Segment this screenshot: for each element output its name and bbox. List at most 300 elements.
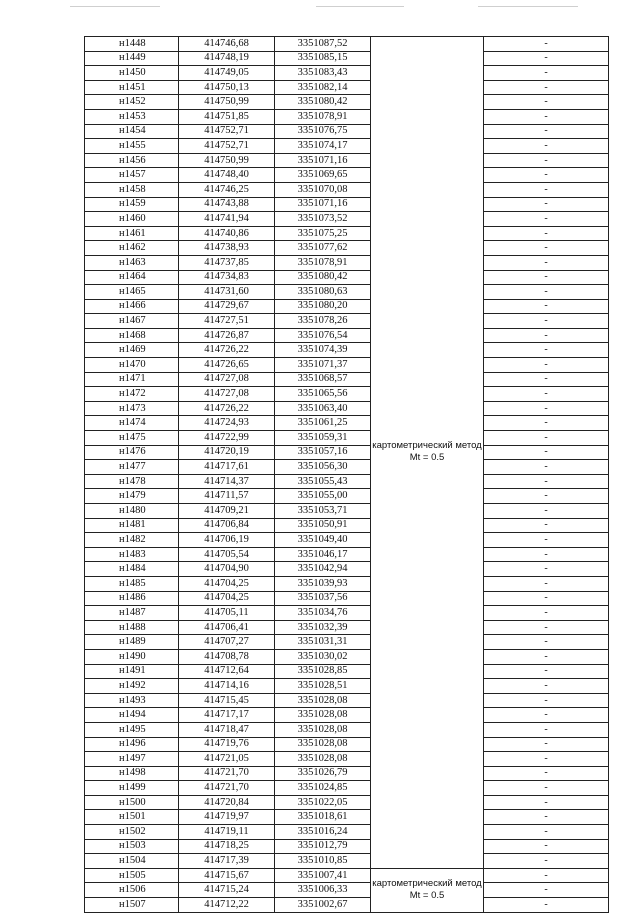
note-cell: - [484, 285, 609, 300]
table-row [85, 139, 609, 154]
note-cell: - [484, 109, 609, 124]
y-coordinate-cell: 3351049,40 [275, 533, 371, 548]
x-coordinate-cell: 414719,97 [179, 810, 275, 825]
point-id-cell: н1493 [85, 693, 179, 708]
note-cell: - [484, 649, 609, 664]
table-row [85, 854, 609, 869]
point-id-cell: н1482 [85, 533, 179, 548]
point-id-cell: н1466 [85, 299, 179, 314]
table-row [85, 358, 609, 373]
x-coordinate-cell: 414727,08 [179, 387, 275, 402]
y-coordinate-cell: 3351069,65 [275, 168, 371, 183]
point-id-cell: н1499 [85, 781, 179, 796]
table-row [85, 810, 609, 825]
note-cell: - [484, 372, 609, 387]
note-cell: - [484, 255, 609, 270]
note-cell: - [484, 212, 609, 227]
x-coordinate-cell: 414734,83 [179, 270, 275, 285]
point-id-cell: н1489 [85, 635, 179, 650]
table-row [85, 445, 609, 460]
x-coordinate-cell: 414708,78 [179, 649, 275, 664]
table-row [85, 504, 609, 519]
x-coordinate-cell: 414704,25 [179, 591, 275, 606]
note-cell: - [484, 416, 609, 431]
point-id-cell: н1465 [85, 285, 179, 300]
x-coordinate-cell: 414752,71 [179, 139, 275, 154]
x-coordinate-cell: 414741,94 [179, 212, 275, 227]
note-cell: - [484, 591, 609, 606]
table-row [85, 212, 609, 227]
x-coordinate-cell: 414719,11 [179, 825, 275, 840]
scan-artifact [316, 6, 404, 7]
point-id-cell: н1449 [85, 51, 179, 66]
coordinates-table [84, 36, 609, 913]
point-id-cell: н1457 [85, 168, 179, 183]
note-cell: - [484, 66, 609, 81]
y-coordinate-cell: 3351085,15 [275, 51, 371, 66]
note-cell: - [484, 562, 609, 577]
x-coordinate-cell: 414720,84 [179, 795, 275, 810]
point-id-cell: н1459 [85, 197, 179, 212]
table-row [85, 168, 609, 183]
table-row [85, 387, 609, 402]
point-id-cell: н1487 [85, 606, 179, 621]
y-coordinate-cell: 3351057,16 [275, 445, 371, 460]
table-row [85, 299, 609, 314]
point-id-cell: н1472 [85, 387, 179, 402]
point-id-cell: н1483 [85, 547, 179, 562]
x-coordinate-cell: 414721,70 [179, 781, 275, 796]
note-cell: - [484, 168, 609, 183]
table-row [85, 124, 609, 139]
table-row [85, 562, 609, 577]
y-coordinate-cell: 3351071,37 [275, 358, 371, 373]
y-coordinate-cell: 3351083,43 [275, 66, 371, 81]
point-id-cell: н1481 [85, 518, 179, 533]
x-coordinate-cell: 414706,19 [179, 533, 275, 548]
note-cell: - [484, 358, 609, 373]
point-id-cell: н1462 [85, 241, 179, 256]
y-coordinate-cell: 3351078,91 [275, 255, 371, 270]
point-id-cell: н1490 [85, 649, 179, 664]
x-coordinate-cell: 414719,76 [179, 737, 275, 752]
note-cell: - [484, 635, 609, 650]
x-coordinate-cell: 414750,13 [179, 80, 275, 95]
table-row [85, 372, 609, 387]
point-id-cell: н1453 [85, 109, 179, 124]
y-coordinate-cell: 3351030,02 [275, 649, 371, 664]
x-coordinate-cell: 414721,05 [179, 752, 275, 767]
note-cell: - [484, 795, 609, 810]
table-row [85, 285, 609, 300]
y-coordinate-cell: 3351028,08 [275, 737, 371, 752]
table-row [85, 708, 609, 723]
y-coordinate-cell: 3351028,08 [275, 708, 371, 723]
table-row [85, 781, 609, 796]
note-cell: - [484, 226, 609, 241]
y-coordinate-cell: 3351007,41 [275, 868, 371, 883]
x-coordinate-cell: 414726,22 [179, 343, 275, 358]
point-id-cell: н1450 [85, 66, 179, 81]
table-row [85, 547, 609, 562]
point-id-cell: н1497 [85, 752, 179, 767]
note-cell: - [484, 504, 609, 519]
y-coordinate-cell: 3351063,40 [275, 401, 371, 416]
x-coordinate-cell: 414727,51 [179, 314, 275, 329]
note-cell: - [484, 752, 609, 767]
x-coordinate-cell: 414729,67 [179, 299, 275, 314]
table-row [85, 197, 609, 212]
note-cell: - [484, 445, 609, 460]
x-coordinate-cell: 414717,39 [179, 854, 275, 869]
x-coordinate-cell: 414751,85 [179, 109, 275, 124]
y-coordinate-cell: 3351073,52 [275, 212, 371, 227]
point-id-cell: н1494 [85, 708, 179, 723]
point-id-cell: н1502 [85, 825, 179, 840]
table-row [85, 474, 609, 489]
point-id-cell: н1448 [85, 37, 179, 52]
x-coordinate-cell: 414717,17 [179, 708, 275, 723]
x-coordinate-cell: 414750,99 [179, 153, 275, 168]
table-row [85, 795, 609, 810]
point-id-cell: н1461 [85, 226, 179, 241]
y-coordinate-cell: 3351031,31 [275, 635, 371, 650]
y-coordinate-cell: 3351002,67 [275, 898, 371, 913]
note-cell: - [484, 37, 609, 52]
table-row [85, 576, 609, 591]
y-coordinate-cell: 3351080,42 [275, 95, 371, 110]
y-coordinate-cell: 3351077,62 [275, 241, 371, 256]
point-id-cell: н1498 [85, 766, 179, 781]
point-id-cell: н1473 [85, 401, 179, 416]
note-cell: - [484, 182, 609, 197]
x-coordinate-cell: 414738,93 [179, 241, 275, 256]
x-coordinate-cell: 414705,54 [179, 547, 275, 562]
point-id-cell: н1451 [85, 80, 179, 95]
table-row [85, 343, 609, 358]
table-row [85, 95, 609, 110]
note-cell: - [484, 620, 609, 635]
table-row [85, 679, 609, 694]
x-coordinate-cell: 414748,40 [179, 168, 275, 183]
point-id-cell: н1484 [85, 562, 179, 577]
y-coordinate-cell: 3351028,08 [275, 722, 371, 737]
x-coordinate-cell: 414752,71 [179, 124, 275, 139]
table-row [85, 401, 609, 416]
table-row [85, 533, 609, 548]
y-coordinate-cell: 3351034,76 [275, 606, 371, 621]
note-cell: - [484, 328, 609, 343]
table-row [85, 80, 609, 95]
point-id-cell: н1463 [85, 255, 179, 270]
y-coordinate-cell: 3351028,51 [275, 679, 371, 694]
x-coordinate-cell: 414715,45 [179, 693, 275, 708]
x-coordinate-cell: 414746,68 [179, 37, 275, 52]
table-row [85, 270, 609, 285]
table-row [85, 489, 609, 504]
y-coordinate-cell: 3351071,16 [275, 153, 371, 168]
note-cell: - [484, 51, 609, 66]
point-id-cell: н1456 [85, 153, 179, 168]
y-coordinate-cell: 3351022,05 [275, 795, 371, 810]
x-coordinate-cell: 414704,25 [179, 576, 275, 591]
table-row [85, 182, 609, 197]
table-row [85, 766, 609, 781]
note-cell: - [484, 766, 609, 781]
table-row [85, 66, 609, 81]
point-id-cell: н1479 [85, 489, 179, 504]
x-coordinate-cell: 414726,22 [179, 401, 275, 416]
y-coordinate-cell: 3351080,63 [275, 285, 371, 300]
table-row [85, 635, 609, 650]
scan-artifact [70, 6, 160, 7]
table-row [85, 518, 609, 533]
point-id-cell: н1452 [85, 95, 179, 110]
note-cell: - [484, 679, 609, 694]
y-coordinate-cell: 3351074,39 [275, 343, 371, 358]
table-row [85, 737, 609, 752]
x-coordinate-cell: 414721,70 [179, 766, 275, 781]
note-cell: - [484, 241, 609, 256]
note-cell: - [484, 737, 609, 752]
table-row [85, 664, 609, 679]
point-id-cell: н1496 [85, 737, 179, 752]
x-coordinate-cell: 414726,65 [179, 358, 275, 373]
note-cell: - [484, 854, 609, 869]
x-coordinate-cell: 414731,60 [179, 285, 275, 300]
note-cell: - [484, 489, 609, 504]
table-row [85, 255, 609, 270]
y-coordinate-cell: 3351075,25 [275, 226, 371, 241]
point-id-cell: н1504 [85, 854, 179, 869]
y-coordinate-cell: 3351068,57 [275, 372, 371, 387]
y-coordinate-cell: 3351028,08 [275, 752, 371, 767]
y-coordinate-cell: 3351010,85 [275, 854, 371, 869]
note-cell: - [484, 576, 609, 591]
x-coordinate-cell: 414711,57 [179, 489, 275, 504]
table-row [85, 752, 609, 767]
x-coordinate-cell: 414714,37 [179, 474, 275, 489]
table-row [85, 649, 609, 664]
note-cell: - [484, 547, 609, 562]
table-row [85, 620, 609, 635]
x-coordinate-cell: 414724,93 [179, 416, 275, 431]
y-coordinate-cell: 3351012,79 [275, 839, 371, 854]
table-row [85, 868, 609, 883]
point-id-cell: н1467 [85, 314, 179, 329]
note-cell: - [484, 197, 609, 212]
point-id-cell: н1480 [85, 504, 179, 519]
note-cell: - [484, 343, 609, 358]
table-row [85, 839, 609, 854]
note-cell: - [484, 708, 609, 723]
note-cell: - [484, 868, 609, 883]
note-cell: - [484, 314, 609, 329]
note-cell: - [484, 825, 609, 840]
note-cell: - [484, 139, 609, 154]
x-coordinate-cell: 414720,19 [179, 445, 275, 460]
table-row [85, 51, 609, 66]
point-id-cell: н1505 [85, 868, 179, 883]
x-coordinate-cell: 414709,21 [179, 504, 275, 519]
note-cell: - [484, 533, 609, 548]
x-coordinate-cell: 414715,67 [179, 868, 275, 883]
y-coordinate-cell: 3351078,91 [275, 109, 371, 124]
note-cell: - [484, 664, 609, 679]
table-row [85, 226, 609, 241]
point-id-cell: н1470 [85, 358, 179, 373]
point-id-cell: н1464 [85, 270, 179, 285]
y-coordinate-cell: 3351024,85 [275, 781, 371, 796]
y-coordinate-cell: 3351082,14 [275, 80, 371, 95]
note-cell: - [484, 839, 609, 854]
y-coordinate-cell: 3351006,33 [275, 883, 371, 898]
y-coordinate-cell: 3351028,08 [275, 693, 371, 708]
note-cell: - [484, 810, 609, 825]
point-id-cell: н1486 [85, 591, 179, 606]
point-id-cell: н1501 [85, 810, 179, 825]
x-coordinate-cell: 414750,99 [179, 95, 275, 110]
x-coordinate-cell: 414706,84 [179, 518, 275, 533]
y-coordinate-cell: 3351059,31 [275, 431, 371, 446]
y-coordinate-cell: 3351076,75 [275, 124, 371, 139]
table-row [85, 431, 609, 446]
y-coordinate-cell: 3351056,30 [275, 460, 371, 475]
table-row [85, 37, 609, 52]
note-cell: - [484, 387, 609, 402]
y-coordinate-cell: 3351076,54 [275, 328, 371, 343]
point-id-cell: н1471 [85, 372, 179, 387]
point-id-cell: н1476 [85, 445, 179, 460]
note-cell: - [484, 606, 609, 621]
y-coordinate-cell: 3351074,17 [275, 139, 371, 154]
note-cell: - [484, 518, 609, 533]
x-coordinate-cell: 414737,85 [179, 255, 275, 270]
y-coordinate-cell: 3351080,42 [275, 270, 371, 285]
coordinates-table-body [85, 37, 609, 913]
point-id-cell: н1478 [85, 474, 179, 489]
note-cell: - [484, 431, 609, 446]
y-coordinate-cell: 3351055,43 [275, 474, 371, 489]
point-id-cell: н1458 [85, 182, 179, 197]
x-coordinate-cell: 414706,41 [179, 620, 275, 635]
note-cell: - [484, 898, 609, 913]
x-coordinate-cell: 414743,88 [179, 197, 275, 212]
note-cell: - [484, 401, 609, 416]
y-coordinate-cell: 3351065,56 [275, 387, 371, 402]
y-coordinate-cell: 3351071,16 [275, 197, 371, 212]
point-id-cell: н1495 [85, 722, 179, 737]
point-id-cell: н1503 [85, 839, 179, 854]
table-row [85, 460, 609, 475]
y-coordinate-cell: 3351032,39 [275, 620, 371, 635]
table-row [85, 591, 609, 606]
y-coordinate-cell: 3351018,61 [275, 810, 371, 825]
x-coordinate-cell: 414712,22 [179, 898, 275, 913]
y-coordinate-cell: 3351026,79 [275, 766, 371, 781]
y-coordinate-cell: 3351039,93 [275, 576, 371, 591]
note-cell: - [484, 95, 609, 110]
x-coordinate-cell: 414714,16 [179, 679, 275, 694]
x-coordinate-cell: 414748,19 [179, 51, 275, 66]
point-id-cell: н1500 [85, 795, 179, 810]
y-coordinate-cell: 3351078,26 [275, 314, 371, 329]
x-coordinate-cell: 414704,90 [179, 562, 275, 577]
table-row [85, 416, 609, 431]
table-row [85, 153, 609, 168]
y-coordinate-cell: 3351046,17 [275, 547, 371, 562]
x-coordinate-cell: 414726,87 [179, 328, 275, 343]
point-id-cell: н1454 [85, 124, 179, 139]
point-id-cell: н1469 [85, 343, 179, 358]
y-coordinate-cell: 3351055,00 [275, 489, 371, 504]
method-cell: картометрический метод Mt = 0.5 [371, 37, 484, 869]
table-row [85, 606, 609, 621]
y-coordinate-cell: 3351053,71 [275, 504, 371, 519]
y-coordinate-cell: 3351061,25 [275, 416, 371, 431]
y-coordinate-cell: 3351028,85 [275, 664, 371, 679]
point-id-cell: н1460 [85, 212, 179, 227]
point-id-cell: н1468 [85, 328, 179, 343]
note-cell: - [484, 460, 609, 475]
note-cell: - [484, 722, 609, 737]
point-id-cell: н1485 [85, 576, 179, 591]
table-row [85, 693, 609, 708]
x-coordinate-cell: 414718,47 [179, 722, 275, 737]
note-cell: - [484, 80, 609, 95]
point-id-cell: н1492 [85, 679, 179, 694]
point-id-cell: н1491 [85, 664, 179, 679]
x-coordinate-cell: 414705,11 [179, 606, 275, 621]
note-cell: - [484, 883, 609, 898]
note-cell: - [484, 299, 609, 314]
x-coordinate-cell: 414740,86 [179, 226, 275, 241]
point-id-cell: н1507 [85, 898, 179, 913]
x-coordinate-cell: 414749,05 [179, 66, 275, 81]
note-cell: - [484, 270, 609, 285]
y-coordinate-cell: 3351070,08 [275, 182, 371, 197]
table-row [85, 109, 609, 124]
point-id-cell: н1474 [85, 416, 179, 431]
x-coordinate-cell: 414746,25 [179, 182, 275, 197]
x-coordinate-cell: 414727,08 [179, 372, 275, 387]
y-coordinate-cell: 3351037,56 [275, 591, 371, 606]
table-row [85, 722, 609, 737]
table-row [85, 328, 609, 343]
note-cell: - [484, 153, 609, 168]
x-coordinate-cell: 414715,24 [179, 883, 275, 898]
x-coordinate-cell: 414718,25 [179, 839, 275, 854]
y-coordinate-cell: 3351087,52 [275, 37, 371, 52]
y-coordinate-cell: 3351042,94 [275, 562, 371, 577]
y-coordinate-cell: 3351080,20 [275, 299, 371, 314]
note-cell: - [484, 781, 609, 796]
table-row [85, 314, 609, 329]
scan-artifact [478, 6, 578, 7]
method-cell: картометрический метод Mt = 0.5 [371, 868, 484, 912]
point-id-cell: н1455 [85, 139, 179, 154]
table-row [85, 883, 609, 898]
table-row [85, 825, 609, 840]
point-id-cell: н1475 [85, 431, 179, 446]
y-coordinate-cell: 3351050,91 [275, 518, 371, 533]
x-coordinate-cell: 414712,64 [179, 664, 275, 679]
x-coordinate-cell: 414722,99 [179, 431, 275, 446]
point-id-cell: н1506 [85, 883, 179, 898]
note-cell: - [484, 474, 609, 489]
note-cell: - [484, 124, 609, 139]
table-row [85, 241, 609, 256]
